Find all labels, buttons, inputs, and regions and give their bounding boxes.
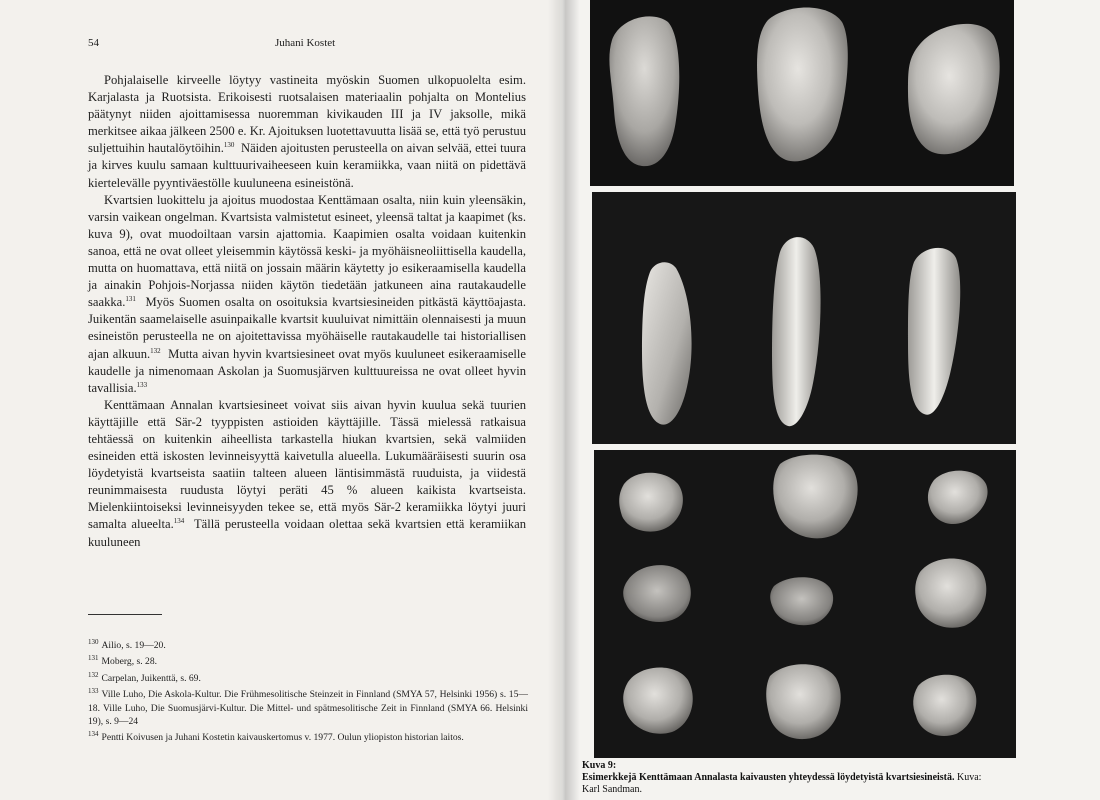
photo-top-row [590,0,1014,186]
quartz-artifact [770,577,833,625]
footnote [88,652,528,668]
paragraph-text: Myös Suomen osalta on osoituksia kvartsiesineiden pitkästä käyttöajasta. Juikentän saamelaiselle asuinpaikalle kvartsit kuuluivat nimittäin olennaisesti ja muun esineistön perusteella ne on ajoitettavissa myöhäiselle rautakaudelle tai historiallisen ajan alkuun. [88,295,527,361]
quartz-artifact [915,559,986,628]
caption-label: Kuva 9: [582,760,617,771]
caption-credit-label: Kuva: [957,772,982,783]
quartz-artifact [757,8,848,162]
footnote-text: Ville Luho, Die Askola-Kultur. Die Frühmesolitische Steinzeit in Finnland (SMYA 57, Helsinki 1956) s. 15—18. Ville Luho, Die Suomusjärvi-Kultur. Die Mittel- und spätmesolitische Zeit in Finnland (SMYA 66. Helsinki 19), s. 9—24 [88,689,528,727]
quartz-artifact [928,471,988,524]
footnote [88,728,528,744]
footnote-number: 134 [88,729,99,738]
quartz-artifact [908,24,1000,154]
footnote-text: Ailio, s. 19—20. [101,640,166,652]
paragraph-text: Kenttämaan Annalan kvartsiesineet voivat siis aivan hyvin kuulua sekä tuurien käyttäjille että Sär-2 tyyppisten astioiden käyttäjille. Tässä mielessä ratkaisua tehtäessä on kuitenkin aiheellista tarkastella hiukan kvartsien, sekä valmiiden esineiden että iskosten levinneisyyttä kaivetulla alueella. Lukumääräisesti suurin osa löydetyistä kvartseista saatiin talteen alueen läntisimmästä ruuduista, ja viidestä reunimmaisesta ruudusta löytyi peräti 45 % alueen kaikista kvartseista. Mielenkiintoiseksi levinneisyyden tekee se, että myös Sär-2 keramiikka löytyi juuri samalta alueelta. [88,397,526,532]
page-number: 54 [88,37,99,49]
quartz-artifact [623,667,693,733]
running-head-author: Juhani Kostet [275,37,336,49]
quartz-artifact [609,16,679,166]
artifact-photo [590,0,1014,186]
photo-bottom-rows [594,450,1016,758]
caption-credit: Karl Sandman. [582,784,642,795]
paragraph-text: Pohjalaiselle kirveelle löytyy vastineita myöskin Suomen ulkopuolelta esim. Karjalasta ja Ruotsista. Erikoisesti ruotsalaisen materiaalin pohjalta on Montelius päätynyt niiden ajoittamisessa nuoremman kivikauden III ja IV jaksolle, mikä merkitsee aikaa jälkeen 2500 e. Kr. Ajoituksen luotettavuutta lisää se, että työ perustuu suljettuihin hautalöytöihin. [88,73,526,156]
footnote-number: 133 [88,687,99,696]
body-text [88,72,526,551]
quartz-artifact [772,237,821,426]
footnote-ref: 132 [150,346,161,355]
paragraph [88,72,526,192]
quartz-artifact [619,473,683,532]
paragraph [88,397,526,551]
quartz-artifact [773,455,857,539]
footnote [88,685,528,728]
footnote-ref: 130 [223,141,235,150]
artifact-photo [592,192,1016,444]
footnote-number: 132 [88,670,99,679]
quartz-artifact [913,675,976,736]
paragraph-text: Mutta aivan hyvin kvartsiesineet ovat myös kuuluneet esikeraamiselle kaudelle ja nimenomaan Askolan ja Suomusjärven kulttuureissa ne ovat olleet hyvin tavallisia. [88,346,526,395]
footnote-number: 130 [88,638,99,646]
footnote-text: Pentti Koivusen ja Juhani Kostetin kaivauskertomus v. 1977. Oulun yliopiston historian laitos. [101,732,464,744]
photo-middle-row [592,192,1016,444]
photo-plate [578,0,1030,760]
footnote-number: 131 [88,654,99,663]
paragraph [88,192,526,397]
quartz-artifact [623,565,691,622]
footnote-text: Carpelan, Juikenttä, s. 69. [101,672,201,684]
footnote-ref: 131 [125,295,136,304]
footnote-rule [88,614,162,615]
paragraph-text: Kvartsien luokittelu ja ajoitus muodostaa Kenttämaan osalta, niin kuin yleensäkin, varsin vaikean ongelman. Kvartsista valmistetut esineet, yleensä taltat ja kaapimet (ks. kuva 9), ovat muodoiltaan varsin ajattomia. Kaapimien osalta voidaan kuitenkin sanoa, että ne ovat olleet yleisemmin käytössä keski- ja myöhäisneoliittisella kaudella, mutta on huomattava, että niitä on jossain määrin käytetty jo esikeraamisella kaudella ja ainakin Pohjois-Norjassa niiden käytön tiedetään jatkuneen aina rautakaudelle saakka. [88,192,526,310]
footnote [88,636,528,652]
quartz-artifact [908,248,960,415]
footnote-text: Moberg, s. 28. [101,656,158,668]
footnote [88,669,528,685]
quartz-artifact [642,262,692,424]
caption-text: Esimerkkejä Kenttämaan Annalasta kaivausten yhteydessä löydetyistä kvartsiesineistä. [582,772,955,783]
footnote-ref: 133 [136,380,148,389]
paragraph-text: Tällä perusteella voidaan olettaa sekä kvartsien että keramiikan kuuluneen [88,517,527,549]
footnotes [88,636,528,744]
paragraph-text: Näiden ajoitusten perusteella on aivan selvää, ettei tuura ja kirves kuulu samaan kulttuurivaiheeseen kuin keramiikka, vaan niitä on pidettävä kiertelevälle pyyntiväestölle kuuluneena esineistönä. [88,141,526,190]
figure-caption [582,760,1022,796]
artifact-photo [594,450,1016,758]
footnote-ref: 134 [173,517,185,526]
quartz-artifact [766,664,840,739]
right-page [560,0,1100,800]
